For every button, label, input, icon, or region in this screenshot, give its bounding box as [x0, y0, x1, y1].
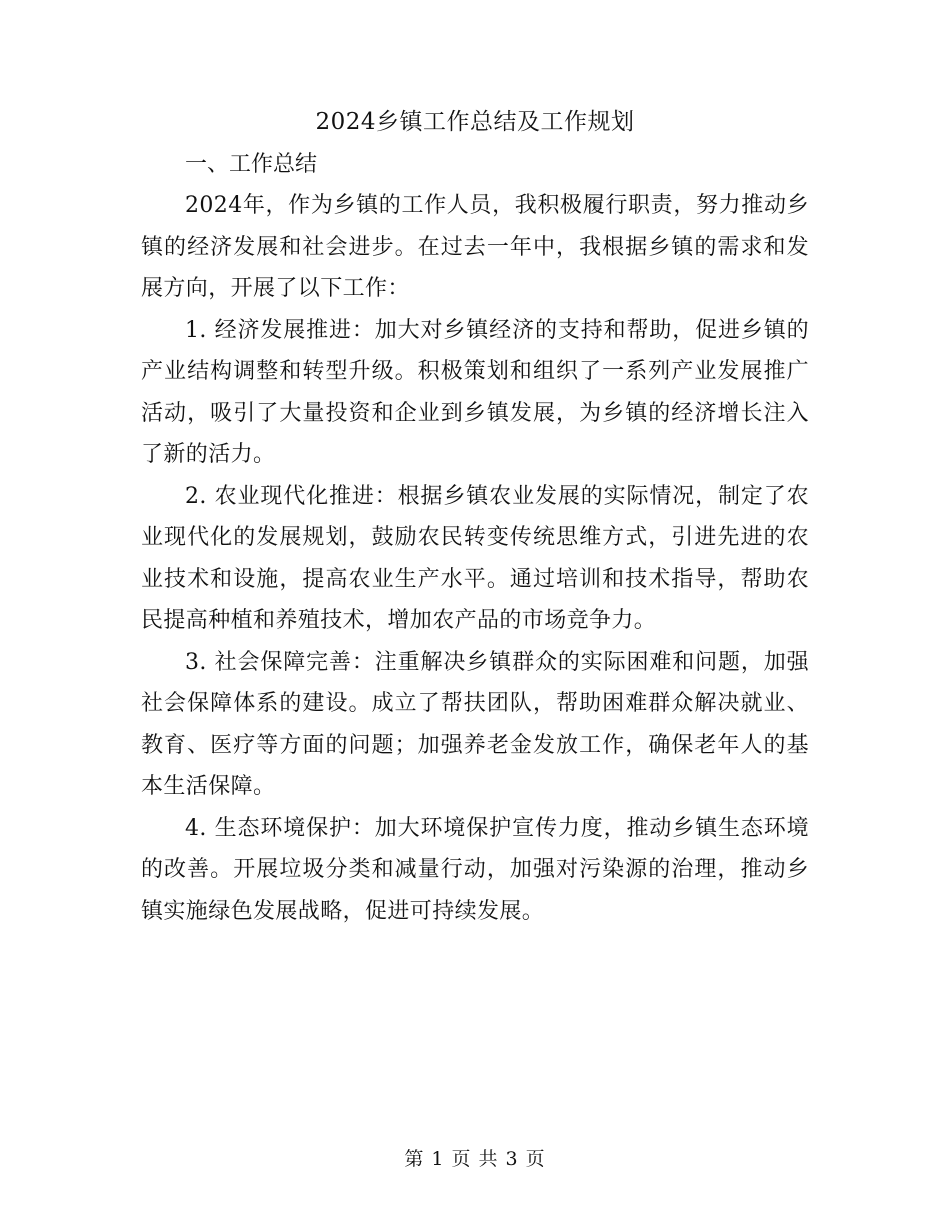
item-economic-development: 1. 经济发展推进：加大对乡镇经济的支持和帮助，促进乡镇的产业结构调整和转型升级。积极策划和组织了一系列产业发展推广活动，吸引了大量投资和企业到乡镇发展，为乡镇的经济增长注入了新的活力。 [141, 317, 809, 467]
item-ecological-protection: 4. 生态环境保护：加大环境保护宣传力度，推动乡镇生态环境的改善。开展垃圾分类和减量行动，加强对污染源的治理，推动乡镇实施绿色发展战略，促进可持续发展。 [141, 815, 809, 924]
intro-paragraph: 2024年，作为乡镇的工作人员，我积极履行职责，努力推动乡镇的经济发展和社会进步。在过去一年中，我根据乡镇的需求和发展方向，开展了以下工作： [141, 193, 809, 301]
document-title: 2024乡镇工作总结及工作规划 [315, 109, 635, 135]
page-footer: 第 1 页 共 3 页 [404, 1148, 546, 1170]
document-body [141, 100, 809, 932]
item-social-security: 3. 社会保障完善：注重解决乡镇群众的实际困难和问题，加强社会保障体系的建设。成立了帮扶团队，帮助困难群众解决就业、教育、医疗等方面的问题；加强养老金发放工作，确保老年人的基本生活保障。 [141, 649, 809, 799]
section-heading: 一、工作总结 [185, 152, 318, 177]
item-agricultural-modernization: 2. 农业现代化推进：根据乡镇农业发展的实际情况，制定了农业现代化的发展规划，鼓励农民转变传统思维方式，引进先进的农业技术和设施，提高农业生产水平。通过培训和技术指导，帮助农民提高种植和养殖技术，增加农产品的市场竞争力。 [141, 483, 809, 633]
